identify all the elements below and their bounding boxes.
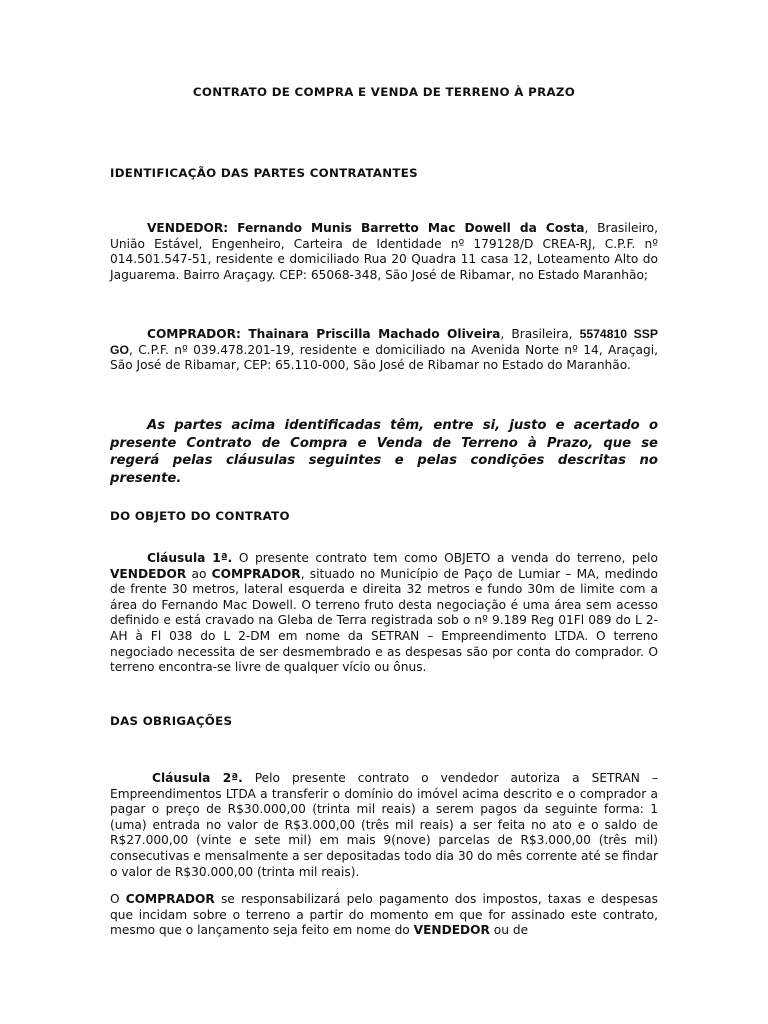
clausula-2-text: Pelo presente contrato o vendedor autoriza a SETRAN – Empreendimentos LTDA a transferir o domínio do imóvel acima descrito e o comprador a pagar o preço de R$30.000,00 (trinta mil reais) a serem pagos da seguinte forma: 1 (uma) entrada no valor de R$3.000,00 (três mil reais) a ser feita no ato e o saldo de R$27.000,00 (vinte e sete mil) em mais 9(nove) parcelas de R$3.000,00 (três mil) consecutivas e mensalmente a ser depositadas todo dia 30 do mês corrente até se findar o valor de R$30.000,00 (trinta mil reais). bbox=[110, 771, 658, 879]
clausula-1-text-2: ao bbox=[186, 566, 212, 581]
intro-text: As partes acima identificadas têm, entre si, justo e acertado o presente Contrato de Compra e Venda de Terreno à Prazo, que se regerá pelas cláusulas seguintes e pelas condições descritas no presente. bbox=[110, 418, 658, 486]
comprador-paragraph bbox=[110, 327, 658, 374]
obligations-comprador: COMPRADOR bbox=[125, 892, 215, 906]
vendedor-label: VENDEDOR: Fernando Munis Barretto Mac Dowell da Costa bbox=[147, 221, 585, 235]
clausula-1-text-1: O presente contrato tem como OBJETO a venda do terreno, pelo bbox=[232, 551, 658, 565]
clausula-1-text-3: , situado no Município de Paço de Lumiar – MA, medindo de frente 30 metros, lateral esquerda e direita 32 metros e fundo 30m de limite com a área do Fernando Mac Dowell. O terreno fruto desta negociação é uma área sem acesso definido e está cravado na Gleba de Terra registrada sob o nº 9.189 Reg 01Fl 089 do L 2-AH à Fl 038 do L 2-DM em nome da SETRAN – Empreendimento LTDA. O terreno negociado necessita de ser desmembrado e as despesas são por conta do comprador. O terreno encontra-se livre de qualquer vício ou ônus. bbox=[110, 566, 658, 675]
section-heading-obrigacoes: DAS OBRIGAÇÕES bbox=[110, 714, 233, 728]
intro-paragraph bbox=[110, 417, 658, 487]
obligations-text-1: O bbox=[110, 892, 126, 906]
obligations-text-2: se responsabilizará pelo pagamento dos impostos, taxas e despesas que incidam sobre o terreno a partir do momento em que for assinado este contrato, mesmo que o lançamento seja feito em nome do bbox=[110, 892, 658, 938]
clausula-1-comprador: COMPRADOR bbox=[211, 566, 301, 581]
section-heading-objeto: DO OBJETO DO CONTRATO bbox=[110, 509, 290, 523]
vendedor-text: , Brasileiro, União Estável, Engenheiro, Carteira de Identidade nº 179128/D CREA-RJ, C.P.F. nº 014.501.547-51, residente e domiciliado Rua 20 Quadra 11 casa 12, Loteamento Alto do Jaguarema. Bairro Araçagy. CEP: 65068-348, São José de Ribamar, no Estado Maranhão; bbox=[110, 221, 659, 282]
clausula-1-paragraph bbox=[110, 551, 658, 676]
comprador-text-a: , Brasileira, bbox=[500, 327, 580, 341]
clausula-1-vendedor: VENDEDOR bbox=[110, 566, 187, 581]
section-heading-identification: IDENTIFICAÇÃO DAS PARTES CONTRATANTES bbox=[110, 166, 418, 180]
clausula-2-label: Cláusula 2ª. bbox=[152, 771, 243, 785]
document-title: CONTRATO DE COMPRA E VENDA DE TERRENO À PRAZO bbox=[192, 85, 576, 99]
comprador-label: COMPRADOR: Thainara Priscilla Machado Oliveira bbox=[147, 327, 501, 341]
clausula-2-paragraph bbox=[110, 771, 658, 880]
comprador-obligations-paragraph bbox=[110, 892, 658, 939]
obligations-vendedor: VENDEDOR bbox=[413, 923, 490, 938]
vendedor-paragraph bbox=[110, 221, 658, 283]
clausula-1-label: Cláusula 1ª. bbox=[147, 551, 233, 565]
obligations-text-3: ou de bbox=[489, 923, 529, 938]
comprador-text-b: , C.P.F. nº 039.478.201-19, residente e domiciliado na Avenida Norte nº 14, Araçagi, São José de Ribamar, CEP: 65.110-000, São José de Ribamar no Estado do Maranhão. bbox=[110, 342, 658, 373]
comprador-rg: 5574810 SSP GO bbox=[110, 327, 658, 357]
